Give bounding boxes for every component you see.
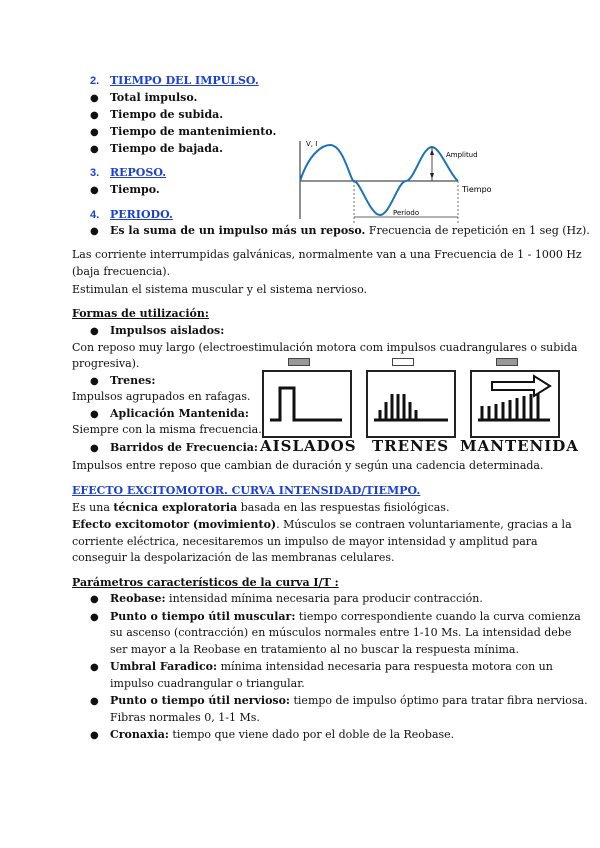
bullet-icon: ●	[90, 696, 99, 707]
paragraph-line: Impulsos entre reposo que cambian de duración y según una cadencia determinada.	[72, 459, 544, 472]
aislados-panel	[262, 370, 352, 438]
axis-y-label: V, I	[306, 140, 318, 148]
paragraph-line: conseguir la despolarización de las membranas celulares.	[72, 551, 395, 564]
section2-title[interactable]: TIEMPO DEL IMPULSO.	[110, 74, 259, 87]
bullet-title: Punto o tiempo útil muscular:	[110, 610, 296, 623]
bullet-icon: ●	[90, 612, 99, 623]
text-span-bold: Efecto excitomotor (movimiento)	[72, 518, 277, 531]
arrow-right-icon	[492, 376, 550, 396]
sine-wave	[300, 145, 458, 215]
paragraph-line: su ascenso (contracción) en músculos normales entre 1-10 Ms. La intensidad debe	[110, 626, 572, 639]
waveform-diagram	[290, 135, 500, 227]
section4-heading	[90, 208, 173, 222]
trenes-label: TRENES	[372, 437, 450, 455]
bullet-title: Punto o tiempo útil nervioso:	[110, 694, 290, 707]
list-item	[90, 374, 155, 389]
bullet-icon: ●	[90, 326, 99, 337]
section4-title[interactable]: PERIODO.	[110, 208, 173, 221]
section4-num: 4.	[90, 209, 100, 221]
bullet-text: Total impulso.	[110, 91, 198, 104]
bullet-text: tiempo de impulso óptimo para tratar fibra nerviosa.	[290, 694, 588, 707]
params-heading: Parámetros característicos de la curva I/T :	[72, 576, 339, 589]
formas-heading: Formas de utilización:	[72, 307, 209, 320]
list-item	[90, 142, 223, 157]
bullet-icon: ●	[90, 93, 99, 104]
section3-heading	[90, 166, 166, 180]
paragraph-line: Siempre con la misma frecuencia.	[72, 423, 262, 436]
indicator-light	[288, 358, 310, 366]
bullet-icon: ●	[90, 185, 99, 196]
section3-title[interactable]: REPOSO.	[110, 166, 167, 179]
bullet-text: Frecuencia de repetición en 1 seg (Hz).	[365, 224, 590, 237]
arrow-down-icon	[430, 173, 434, 179]
arrow-up-icon	[430, 149, 434, 155]
list-item	[90, 183, 160, 198]
paragraph-line: ser mayor a la Reobase en tratamiento al no buscar la respuesta mínima.	[110, 643, 519, 656]
bullet-text: tiempo correspondiente cuando la curva comienza	[295, 610, 581, 623]
bullet-text: Trenes:	[110, 374, 156, 387]
paragraph-line: (baja frecuencia).	[72, 265, 171, 278]
bullet-icon: ●	[90, 409, 99, 420]
amplitude-label: Amplitud	[446, 151, 478, 159]
paragraph-line	[72, 501, 449, 515]
bullet-text: tiempo que viene dado por el doble de la Reobase.	[168, 728, 455, 741]
bullet-text: intensidad mínima necesaria para producir contracción.	[165, 592, 483, 605]
list-item	[90, 592, 483, 607]
paragraph-line: Impulsos agrupados en rafagas.	[72, 390, 251, 403]
bullet-icon: ●	[90, 110, 99, 121]
bullet-text: Tiempo.	[110, 183, 160, 196]
bullet-text-bold: Es la suma de un impulso más un reposo.	[110, 224, 366, 237]
bullet-title: Reobase:	[110, 592, 166, 605]
bullet-text: mínima intensidad necesaria para respuesta motora con un	[217, 660, 553, 673]
list-item	[90, 441, 258, 456]
bullet-text: Tiempo de bajada.	[110, 142, 223, 155]
mantenida-label: MANTENIDA	[460, 437, 579, 455]
bullet-title: Umbral Faradico:	[110, 660, 218, 673]
list-item	[90, 610, 581, 625]
paragraph-line: Con reposo muy largo (electroestimulación motora com impulsos cuadrangulares o subida	[72, 341, 578, 354]
list-item	[90, 728, 454, 743]
paragraph-line: Las corriente interrumpidas galvánicas, normalmente van a una Frecuencia de 1 - 1000 Hz	[72, 248, 582, 261]
indicator-light	[496, 358, 518, 366]
section3-num: 3.	[90, 167, 100, 179]
text-span-bold: técnica exploratoria	[113, 501, 238, 514]
period-label: Período	[393, 209, 420, 217]
aislados-label: AISLADOS	[260, 437, 357, 455]
bullet-text: Impulsos aislados:	[110, 324, 225, 337]
text-span: . Músculos se contraen voluntariamente, gracias a la	[276, 518, 572, 531]
list-item	[90, 660, 553, 675]
bullet-icon: ●	[90, 127, 99, 138]
section2-heading	[90, 74, 259, 88]
list-item	[90, 407, 249, 422]
bullet-icon: ●	[90, 730, 99, 741]
bullet-icon: ●	[90, 226, 99, 237]
list-item	[90, 694, 588, 709]
paragraph-line: Fibras normales 0, 1-1 Ms.	[110, 711, 260, 724]
list-item	[90, 125, 276, 140]
indicator-light	[392, 358, 414, 366]
list-item	[90, 324, 224, 339]
paragraph-line: corriente eléctrica, necesitaremos un impulso de mayor intensidad y amplitud para	[72, 535, 538, 548]
paragraph-line: progresiva).	[72, 357, 140, 370]
bullet-icon: ●	[90, 594, 99, 605]
trenes-pulse-icon	[368, 372, 454, 436]
text-span: basada en las respuestas fisiológicas.	[237, 501, 450, 514]
section2-num: 2.	[90, 75, 100, 87]
list-item	[90, 91, 197, 106]
paragraph-line	[72, 518, 572, 532]
list-item	[90, 108, 223, 123]
bullet-text: Tiempo de mantenimiento.	[110, 125, 277, 138]
mantenida-panel	[470, 370, 560, 438]
bullet-text: Tiempo de subida.	[110, 108, 224, 121]
bullet-text: Aplicación Mantenida:	[110, 407, 249, 420]
trenes-panel	[366, 370, 456, 438]
bullet-icon: ●	[90, 376, 99, 387]
mantenida-pulse-icon	[472, 372, 558, 436]
bullet-icon: ●	[90, 144, 99, 155]
bullet-icon: ●	[90, 443, 99, 454]
paragraph-line: Estimulan el sistema muscular y el sistema nervioso.	[72, 283, 368, 296]
aislados-pulse-icon	[264, 372, 350, 436]
efecto-heading[interactable]: EFECTO EXCITOMOTOR. CURVA INTENSIDAD/TIEMPO.	[72, 484, 421, 497]
time-label: Tiempo	[462, 185, 492, 194]
text-span: Es una	[72, 501, 114, 514]
bullet-title: Cronaxia:	[110, 728, 169, 741]
paragraph-line: impulso cuadrangular o triangular.	[110, 677, 305, 690]
bullet-icon: ●	[90, 662, 99, 673]
bullet-text: Barridos de Frecuencia:	[110, 441, 258, 454]
